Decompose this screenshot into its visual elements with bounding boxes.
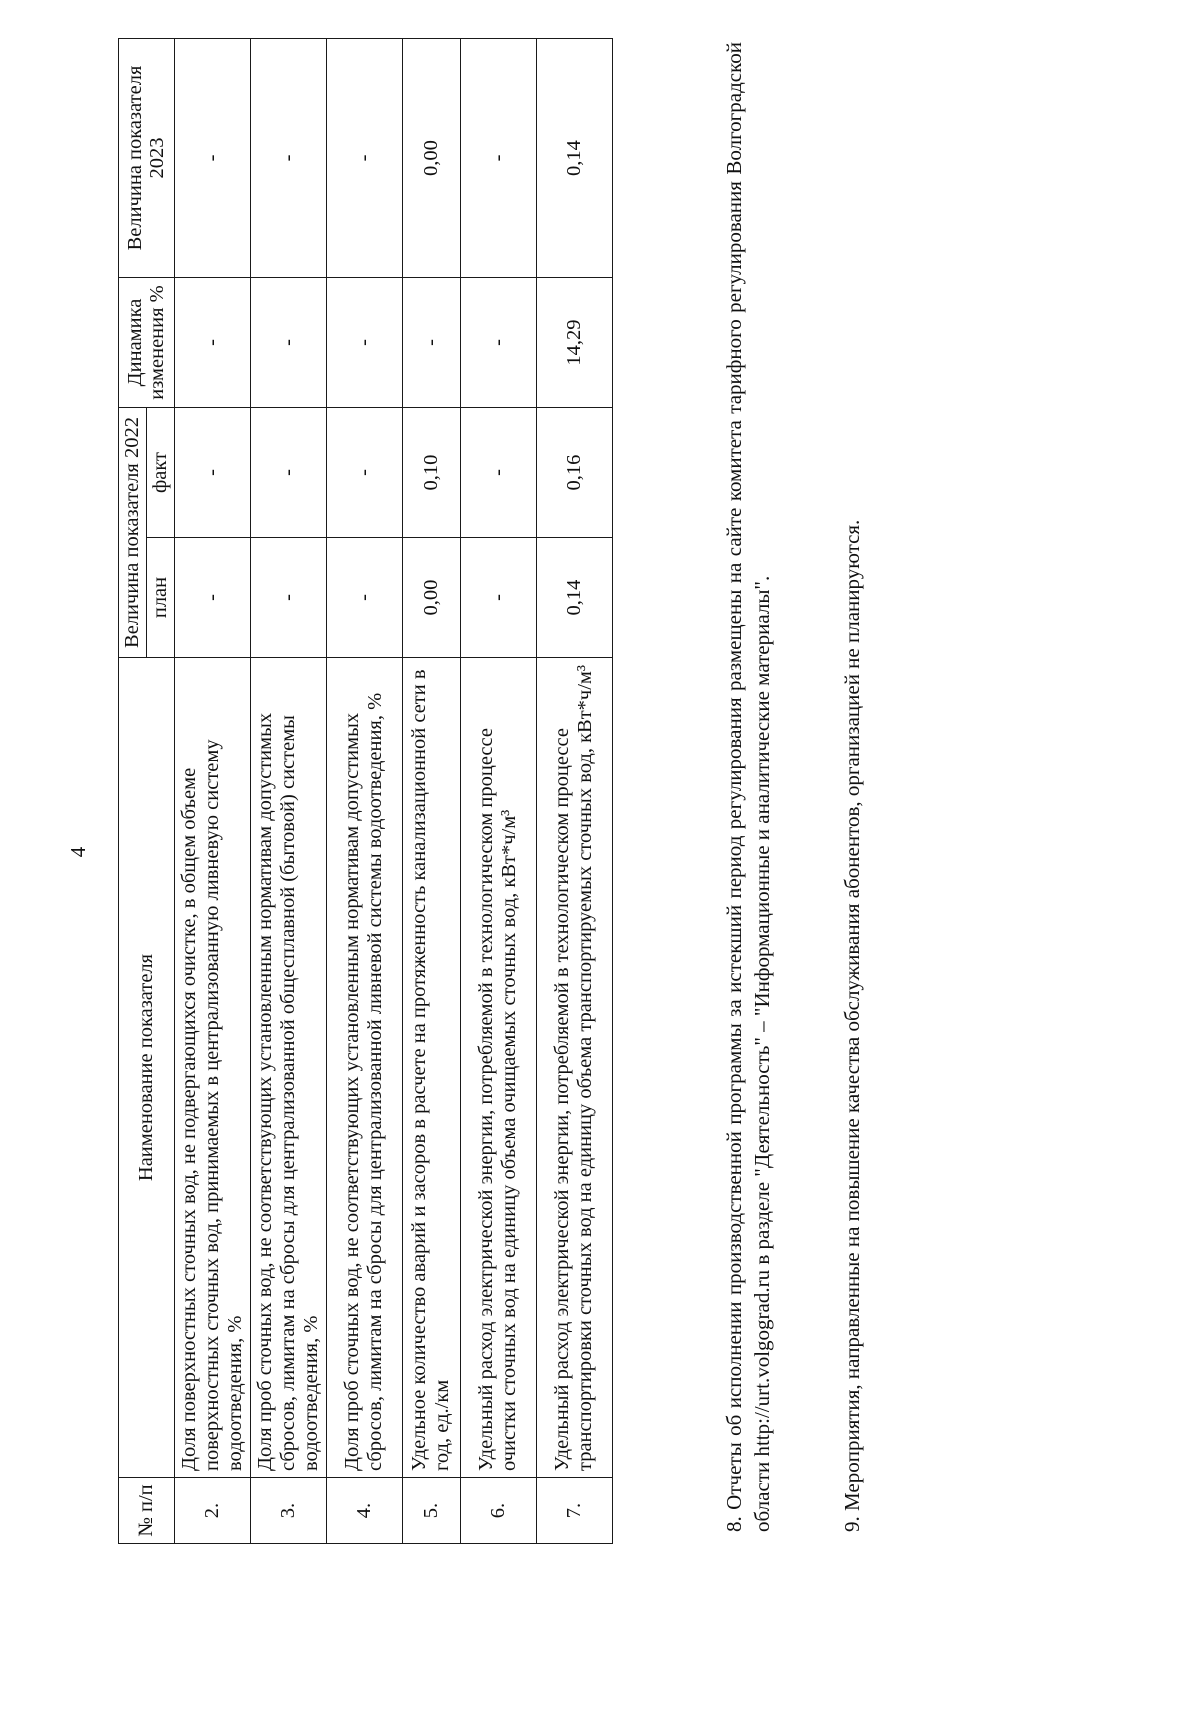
cell-plan: -	[326, 538, 402, 658]
note-service-measures: 9. Мероприятия, направленные на повышение качества обслуживания абонентов, организацией не планируются.	[840, 519, 864, 1532]
cell-name: Удельное количество аварий и засоров в расчете на протяженность канализационной сети в год, ед./км	[402, 658, 460, 1478]
cell-value-2023: -	[326, 39, 402, 278]
header-plan: план	[146, 538, 174, 658]
cell-fact: 0,16	[536, 408, 612, 538]
cell-plan: -	[460, 538, 536, 658]
cell-dynamics: -	[460, 278, 536, 408]
table-header-row	[119, 39, 147, 1544]
cell-dynamics: -	[402, 278, 460, 408]
header-value-2022: Величина показателя 2022	[119, 408, 147, 658]
cell-fact: 0,10	[402, 408, 460, 538]
cell-num: 4.	[326, 1478, 402, 1544]
cell-num: 7.	[536, 1478, 612, 1544]
cell-name: Удельный расход электрической энергии, потребляемой в технологическом процессе транспортировки сточных вод на единицу объема транспортируемых сточных вод, кВт*ч/м³	[536, 658, 612, 1478]
cell-name: Доля проб сточных вод, не соответствующих установленным нормативам допустимых сбросов, лимитам на сбросы для централизованной ливневой системы водоотведения, %	[326, 658, 402, 1478]
header-value-2023: Величина показателя 2023	[119, 39, 175, 278]
cell-plan: -	[174, 538, 250, 658]
cell-dynamics: -	[250, 278, 326, 408]
table-row	[402, 39, 460, 1544]
cell-name: Доля поверхностных сточных вод, не подвергающихся очистке, в общем объеме поверхностных сточных вод, принимаемых в централизованную ливневую систему водоотведения, %	[174, 658, 250, 1478]
cell-fact: -	[250, 408, 326, 538]
cell-value-2023: 0,00	[402, 39, 460, 278]
table-row	[536, 39, 612, 1544]
cell-value-2023: -	[250, 39, 326, 278]
cell-value-2023: 0,14	[536, 39, 612, 278]
table-row	[326, 39, 402, 1544]
cell-value-2023: -	[460, 39, 536, 278]
cell-plan: -	[250, 538, 326, 658]
cell-num: 6.	[460, 1478, 536, 1544]
header-num: № п/п	[119, 1478, 175, 1544]
note-reports: 8. Отчеты об исполнении производственной программы за истекший период регулирования размещены на сайте комитета тарифного регулирования Волгоградской области http://urt.volgograd.ru в разделе "Деятельность" – "Информационные и аналитические материалы".	[722, 42, 774, 1532]
cell-dynamics: -	[174, 278, 250, 408]
cell-num: 3.	[250, 1478, 326, 1544]
header-fact: факт	[146, 408, 174, 538]
header-dynamics: Динамика изменения %	[119, 278, 175, 408]
cell-fact: -	[174, 408, 250, 538]
cell-fact: -	[460, 408, 536, 538]
page-number: 4	[66, 846, 90, 858]
cell-num: 5.	[402, 1478, 460, 1544]
cell-name: Доля проб сточных вод, не соответствующих установленным нормативам допустимых сбросов, лимитам на сбросы для централизованной общесплавной (бытовой) системы водоотведения, %	[250, 658, 326, 1478]
cell-dynamics: -	[326, 278, 402, 408]
cell-value-2023: -	[174, 39, 250, 278]
table-row	[174, 39, 250, 1544]
header-name: Наименование показателя	[119, 658, 175, 1478]
cell-plan: 0,14	[536, 538, 612, 658]
cell-plan: 0,00	[402, 538, 460, 658]
table-row	[250, 39, 326, 1544]
cell-name: Удельный расход электрической энергии, потребляемой в технологическом процессе очистки сточных вод на единицу объема очищаемых сточных вод, кВт*ч/м³	[460, 658, 536, 1478]
cell-fact: -	[326, 408, 402, 538]
cell-dynamics: 14,29	[536, 278, 612, 408]
indicator-table	[118, 38, 613, 1544]
table-row	[460, 39, 536, 1544]
cell-num: 2.	[174, 1478, 250, 1544]
